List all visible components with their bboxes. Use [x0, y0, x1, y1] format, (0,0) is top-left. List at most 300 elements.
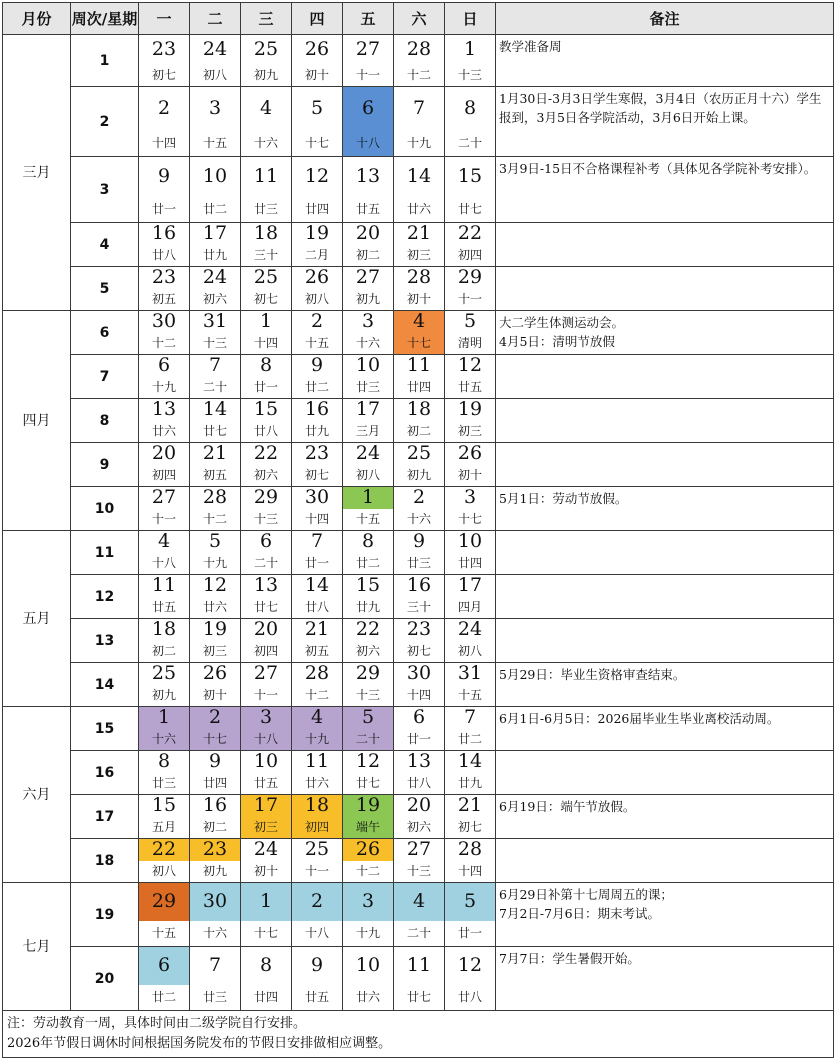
date-cell: 22 [139, 839, 190, 861]
date-cell: 14 [445, 751, 496, 773]
footer-note: 注：劳动教育一周，具体时间由二级学院自行安排。 2026年节假日调休时间根据国务院发布的节假日安排做相应调整。 [3, 1011, 834, 1058]
lunar-date-cell: 十九 [292, 729, 343, 751]
note-cell [496, 223, 834, 267]
week-number: 2 [71, 87, 139, 157]
date-cell: 25 [394, 443, 445, 465]
lunar-date-cell: 初六 [394, 817, 445, 839]
lunar-date-cell: 廿七 [190, 421, 241, 443]
date-cell: 11 [394, 947, 445, 985]
lunar-date-cell: 初九 [343, 289, 394, 311]
week-date-row [3, 751, 834, 773]
lunar-date-cell: 廿五 [292, 985, 343, 1011]
date-cell: 15 [241, 399, 292, 421]
lunar-date-cell: 廿二 [343, 553, 394, 575]
header-row [3, 3, 834, 35]
lunar-date-cell: 廿七 [241, 597, 292, 619]
date-cell: 29 [241, 487, 292, 509]
date-cell: 7 [190, 355, 241, 377]
date-cell: 27 [139, 487, 190, 509]
date-cell: 8 [241, 355, 292, 377]
date-cell: 12 [445, 947, 496, 985]
date-cell: 3 [343, 311, 394, 333]
date-cell: 6 [139, 947, 190, 985]
lunar-date-cell: 廿八 [241, 421, 292, 443]
lunar-date-cell: 十八 [343, 131, 394, 157]
note-cell [496, 619, 834, 663]
lunar-date-cell: 廿二 [445, 729, 496, 751]
lunar-date-cell: 十二 [190, 509, 241, 531]
lunar-date-cell: 十五 [445, 685, 496, 707]
lunar-date-cell: 十一 [343, 65, 394, 87]
date-cell: 31 [445, 663, 496, 685]
week-number: 18 [71, 839, 139, 883]
lunar-date-cell: 十六 [190, 921, 241, 947]
lunar-date-cell: 初二 [190, 817, 241, 839]
date-cell: 12 [292, 157, 343, 197]
date-cell: 14 [190, 399, 241, 421]
date-cell: 20 [139, 443, 190, 465]
lunar-date-cell: 初五 [139, 289, 190, 311]
month-cell: 六月 [3, 707, 71, 883]
date-cell: 26 [445, 443, 496, 465]
lunar-date-cell: 廿九 [292, 421, 343, 443]
header-notes: 备注 [496, 3, 834, 35]
date-cell: 20 [343, 223, 394, 245]
lunar-date-cell: 十二 [139, 333, 190, 355]
week-date-row [3, 267, 834, 289]
date-cell: 1 [241, 311, 292, 333]
lunar-date-cell: 十三 [343, 685, 394, 707]
lunar-date-cell: 初十 [190, 685, 241, 707]
date-cell: 20 [241, 619, 292, 641]
lunar-date-cell: 廿五 [445, 377, 496, 399]
lunar-date-cell: 廿八 [394, 773, 445, 795]
date-cell: 18 [241, 223, 292, 245]
date-cell: 1 [139, 707, 190, 729]
lunar-date-cell: 十四 [241, 333, 292, 355]
lunar-date-cell: 初六 [190, 289, 241, 311]
date-cell: 2 [190, 707, 241, 729]
note-cell: 7月7日：学生暑假开始。 [496, 947, 834, 1011]
date-cell: 10 [343, 355, 394, 377]
lunar-date-cell: 廿六 [139, 421, 190, 443]
date-cell: 11 [241, 157, 292, 197]
lunar-date-cell: 初八 [292, 289, 343, 311]
date-cell: 31 [190, 311, 241, 333]
date-cell: 18 [139, 619, 190, 641]
date-cell: 5 [343, 707, 394, 729]
footer-row [3, 1011, 834, 1058]
date-cell: 19 [190, 619, 241, 641]
week-date-row [3, 707, 834, 729]
lunar-date-cell: 初五 [292, 641, 343, 663]
lunar-date-cell: 十四 [139, 131, 190, 157]
lunar-date-cell: 十五 [292, 333, 343, 355]
header-wed: 三 [241, 3, 292, 35]
lunar-date-cell: 廿四 [394, 377, 445, 399]
date-cell: 10 [190, 157, 241, 197]
header-sun: 日 [445, 3, 496, 35]
date-cell: 1 [445, 35, 496, 65]
lunar-date-cell: 廿七 [343, 773, 394, 795]
date-cell: 8 [241, 947, 292, 985]
lunar-date-cell: 三十 [241, 245, 292, 267]
lunar-date-cell: 十四 [394, 685, 445, 707]
date-cell: 27 [394, 839, 445, 861]
week-number: 19 [71, 883, 139, 947]
lunar-date-cell: 廿四 [445, 553, 496, 575]
lunar-date-cell: 初三 [394, 245, 445, 267]
date-cell: 3 [343, 883, 394, 921]
date-cell: 21 [292, 619, 343, 641]
lunar-date-cell: 二月 [292, 245, 343, 267]
date-cell: 29 [343, 663, 394, 685]
lunar-date-cell: 初四 [241, 641, 292, 663]
note-cell: 3月9日-15日不合格课程补考（具体见各学院补考安排）。 [496, 157, 834, 223]
lunar-date-cell: 二十 [394, 921, 445, 947]
lunar-date-cell: 廿七 [445, 197, 496, 223]
lunar-date-cell: 廿一 [445, 921, 496, 947]
week-date-row [3, 795, 834, 817]
lunar-date-cell: 十二 [292, 685, 343, 707]
lunar-date-cell: 初十 [241, 861, 292, 883]
date-cell: 1 [343, 487, 394, 509]
date-cell: 16 [139, 223, 190, 245]
date-cell: 5 [292, 87, 343, 131]
date-cell: 12 [445, 355, 496, 377]
note-cell: 6月19日：端午节放假。 [496, 795, 834, 839]
lunar-date-cell: 廿二 [190, 197, 241, 223]
header-tue: 二 [190, 3, 241, 35]
lunar-date-cell: 初十 [445, 465, 496, 487]
lunar-date-cell: 初九 [241, 65, 292, 87]
lunar-date-cell: 初六 [241, 465, 292, 487]
date-cell: 4 [139, 531, 190, 553]
week-number: 11 [71, 531, 139, 575]
lunar-date-cell: 十七 [292, 131, 343, 157]
date-cell: 3 [445, 487, 496, 509]
lunar-date-cell: 廿六 [190, 597, 241, 619]
date-cell: 28 [394, 35, 445, 65]
lunar-date-cell: 廿六 [394, 197, 445, 223]
date-cell: 25 [241, 267, 292, 289]
date-cell: 30 [292, 487, 343, 509]
lunar-date-cell: 初七 [394, 641, 445, 663]
week-number: 12 [71, 575, 139, 619]
date-cell: 4 [394, 883, 445, 921]
date-cell: 17 [343, 399, 394, 421]
note-cell: 6月1日-6月5日：2026届毕业生毕业离校活动周。 [496, 707, 834, 751]
date-cell: 28 [445, 839, 496, 861]
date-cell: 24 [343, 443, 394, 465]
week-number: 17 [71, 795, 139, 839]
week-number: 6 [71, 311, 139, 355]
date-cell: 25 [241, 35, 292, 65]
lunar-date-cell: 廿一 [139, 197, 190, 223]
lunar-date-cell: 十三 [190, 333, 241, 355]
lunar-date-cell: 二十 [343, 729, 394, 751]
date-cell: 7 [190, 947, 241, 985]
date-cell: 25 [292, 839, 343, 861]
date-cell: 28 [190, 487, 241, 509]
note-cell: 1月30日-3月3日学生寒假，3月4日（农历正月十六）学生报到，3月5日各学院活动，3月6日开始上课。 [496, 87, 834, 157]
lunar-date-cell: 廿一 [292, 553, 343, 575]
date-cell: 6 [139, 355, 190, 377]
week-date-row [3, 311, 834, 333]
lunar-date-cell: 初二 [394, 421, 445, 443]
lunar-date-cell: 二十 [445, 131, 496, 157]
week-number: 16 [71, 751, 139, 795]
lunar-date-cell: 初七 [139, 65, 190, 87]
date-cell: 16 [394, 575, 445, 597]
week-date-row [3, 947, 834, 985]
lunar-date-cell: 五月 [139, 817, 190, 839]
note-cell: 5月29日：毕业生资格审查结束。 [496, 663, 834, 707]
header-thu: 四 [292, 3, 343, 35]
calendar-body [3, 3, 834, 1058]
date-cell: 10 [343, 947, 394, 985]
month-cell: 三月 [3, 35, 71, 311]
week-number: 20 [71, 947, 139, 1011]
date-cell: 23 [292, 443, 343, 465]
date-cell: 13 [139, 399, 190, 421]
date-cell: 3 [241, 707, 292, 729]
note-cell: 5月1日：劳动节放假。 [496, 487, 834, 531]
lunar-date-cell: 十七 [445, 509, 496, 531]
week-date-row [3, 399, 834, 421]
lunar-date-cell: 初三 [190, 641, 241, 663]
lunar-date-cell: 廿七 [394, 985, 445, 1011]
date-cell: 26 [190, 663, 241, 685]
header-mon: 一 [139, 3, 190, 35]
date-cell: 5 [190, 531, 241, 553]
week-number: 10 [71, 487, 139, 531]
date-cell: 7 [394, 87, 445, 131]
date-cell: 10 [445, 531, 496, 553]
date-cell: 1 [241, 883, 292, 921]
date-cell: 21 [445, 795, 496, 817]
lunar-date-cell: 十七 [241, 921, 292, 947]
date-cell: 26 [343, 839, 394, 861]
lunar-date-cell: 廿六 [292, 773, 343, 795]
date-cell: 14 [394, 157, 445, 197]
header-fri: 五 [343, 3, 394, 35]
date-cell: 22 [241, 443, 292, 465]
lunar-date-cell: 十一 [292, 861, 343, 883]
date-cell: 14 [292, 575, 343, 597]
week-date-row [3, 87, 834, 131]
note-cell: 大二学生体测运动会。 4月5日：清明节放假 [496, 311, 834, 355]
date-cell: 30 [139, 311, 190, 333]
date-cell: 4 [241, 87, 292, 131]
week-date-row [3, 531, 834, 553]
date-cell: 16 [292, 399, 343, 421]
note-cell [496, 531, 834, 575]
date-cell: 9 [190, 751, 241, 773]
lunar-date-cell: 初四 [139, 465, 190, 487]
header-week: 周次/星期 [71, 3, 139, 35]
date-cell: 13 [343, 157, 394, 197]
month-cell: 七月 [3, 883, 71, 1011]
week-number: 15 [71, 707, 139, 751]
week-number: 14 [71, 663, 139, 707]
lunar-date-cell: 初九 [190, 861, 241, 883]
date-cell: 7 [445, 707, 496, 729]
date-cell: 17 [445, 575, 496, 597]
lunar-date-cell: 廿三 [139, 773, 190, 795]
date-cell: 15 [343, 575, 394, 597]
date-cell: 9 [394, 531, 445, 553]
lunar-date-cell: 廿四 [292, 197, 343, 223]
date-cell: 24 [241, 839, 292, 861]
date-cell: 8 [343, 531, 394, 553]
lunar-date-cell: 廿九 [343, 597, 394, 619]
lunar-date-cell: 初四 [445, 245, 496, 267]
date-cell: 2 [394, 487, 445, 509]
lunar-date-cell: 十六 [394, 509, 445, 531]
lunar-date-cell: 廿五 [139, 597, 190, 619]
header-sat: 六 [394, 3, 445, 35]
date-cell: 12 [343, 751, 394, 773]
academic-calendar-table [2, 2, 834, 1058]
lunar-date-cell: 初六 [343, 641, 394, 663]
lunar-date-cell: 十一 [139, 509, 190, 531]
lunar-date-cell: 初十 [292, 65, 343, 87]
date-cell: 2 [292, 883, 343, 921]
lunar-date-cell: 十二 [394, 65, 445, 87]
week-date-row [3, 443, 834, 465]
lunar-date-cell: 初九 [139, 685, 190, 707]
date-cell: 7 [292, 531, 343, 553]
lunar-date-cell: 清明 [445, 333, 496, 355]
date-cell: 6 [343, 87, 394, 131]
date-cell: 27 [343, 267, 394, 289]
date-cell: 18 [292, 795, 343, 817]
date-cell: 9 [139, 157, 190, 197]
lunar-date-cell: 二十 [190, 377, 241, 399]
lunar-date-cell: 初七 [445, 817, 496, 839]
lunar-date-cell: 初八 [445, 641, 496, 663]
lunar-date-cell: 十五 [343, 509, 394, 531]
note-cell: 教学准备周 [496, 35, 834, 87]
date-cell: 6 [241, 531, 292, 553]
date-cell: 13 [394, 751, 445, 773]
month-cell: 五月 [3, 531, 71, 707]
lunar-date-cell: 十五 [139, 921, 190, 947]
lunar-date-cell: 十六 [343, 333, 394, 355]
week-date-row [3, 575, 834, 597]
week-date-row [3, 223, 834, 245]
date-cell: 28 [394, 267, 445, 289]
note-cell [496, 267, 834, 311]
lunar-date-cell: 十六 [139, 729, 190, 751]
lunar-date-cell: 三十 [394, 597, 445, 619]
date-cell: 4 [394, 311, 445, 333]
date-cell: 6 [394, 707, 445, 729]
lunar-date-cell: 廿六 [343, 985, 394, 1011]
date-cell: 29 [139, 883, 190, 921]
lunar-date-cell: 初八 [343, 465, 394, 487]
date-cell: 9 [292, 947, 343, 985]
week-date-row [3, 487, 834, 509]
date-cell: 19 [445, 399, 496, 421]
note-cell [496, 839, 834, 883]
lunar-date-cell: 初八 [139, 861, 190, 883]
date-cell: 15 [445, 157, 496, 197]
date-cell: 3 [190, 87, 241, 131]
date-cell: 11 [394, 355, 445, 377]
lunar-date-cell: 初二 [343, 245, 394, 267]
lunar-date-cell: 二十 [241, 553, 292, 575]
date-cell: 22 [343, 619, 394, 641]
date-cell: 12 [190, 575, 241, 597]
month-cell: 四月 [3, 311, 71, 531]
date-cell: 24 [190, 35, 241, 65]
week-date-row [3, 157, 834, 197]
lunar-date-cell: 廿二 [292, 377, 343, 399]
lunar-date-cell: 三月 [343, 421, 394, 443]
week-date-row [3, 355, 834, 377]
lunar-date-cell: 廿八 [445, 985, 496, 1011]
date-cell: 23 [394, 619, 445, 641]
date-cell: 24 [190, 267, 241, 289]
lunar-date-cell: 十九 [394, 131, 445, 157]
lunar-date-cell: 廿三 [394, 553, 445, 575]
week-number: 9 [71, 443, 139, 487]
lunar-date-cell: 廿一 [394, 729, 445, 751]
date-cell: 23 [190, 839, 241, 861]
week-date-row [3, 35, 834, 65]
lunar-date-cell: 十八 [139, 553, 190, 575]
lunar-date-cell: 十四 [292, 509, 343, 531]
lunar-date-cell: 十九 [343, 921, 394, 947]
lunar-date-cell: 初九 [394, 465, 445, 487]
date-cell: 24 [445, 619, 496, 641]
lunar-date-cell: 廿五 [343, 197, 394, 223]
date-cell: 16 [190, 795, 241, 817]
week-number: 1 [71, 35, 139, 87]
lunar-date-cell: 初三 [241, 817, 292, 839]
lunar-date-cell: 十九 [190, 553, 241, 575]
note-cell [496, 443, 834, 487]
lunar-date-cell: 初七 [292, 465, 343, 487]
lunar-date-cell: 廿三 [190, 985, 241, 1011]
note-cell [496, 575, 834, 619]
date-cell: 11 [292, 751, 343, 773]
note-cell: 6月29日补第十七周周五的课； 7月2日-7月6日：期末考试。 [496, 883, 834, 947]
week-number: 4 [71, 223, 139, 267]
note-cell [496, 751, 834, 795]
week-date-row [3, 839, 834, 861]
week-number: 8 [71, 399, 139, 443]
date-cell: 22 [445, 223, 496, 245]
lunar-date-cell: 端午 [343, 817, 394, 839]
date-cell: 8 [139, 751, 190, 773]
lunar-date-cell: 廿三 [241, 197, 292, 223]
date-cell: 5 [445, 311, 496, 333]
week-date-row [3, 663, 834, 685]
date-cell: 2 [139, 87, 190, 131]
header-month: 月份 [3, 3, 71, 35]
week-number: 3 [71, 157, 139, 223]
date-cell: 2 [292, 311, 343, 333]
date-cell: 5 [445, 883, 496, 921]
week-number: 5 [71, 267, 139, 311]
lunar-date-cell: 十九 [139, 377, 190, 399]
lunar-date-cell: 四月 [445, 597, 496, 619]
date-cell: 26 [292, 35, 343, 65]
date-cell: 29 [445, 267, 496, 289]
